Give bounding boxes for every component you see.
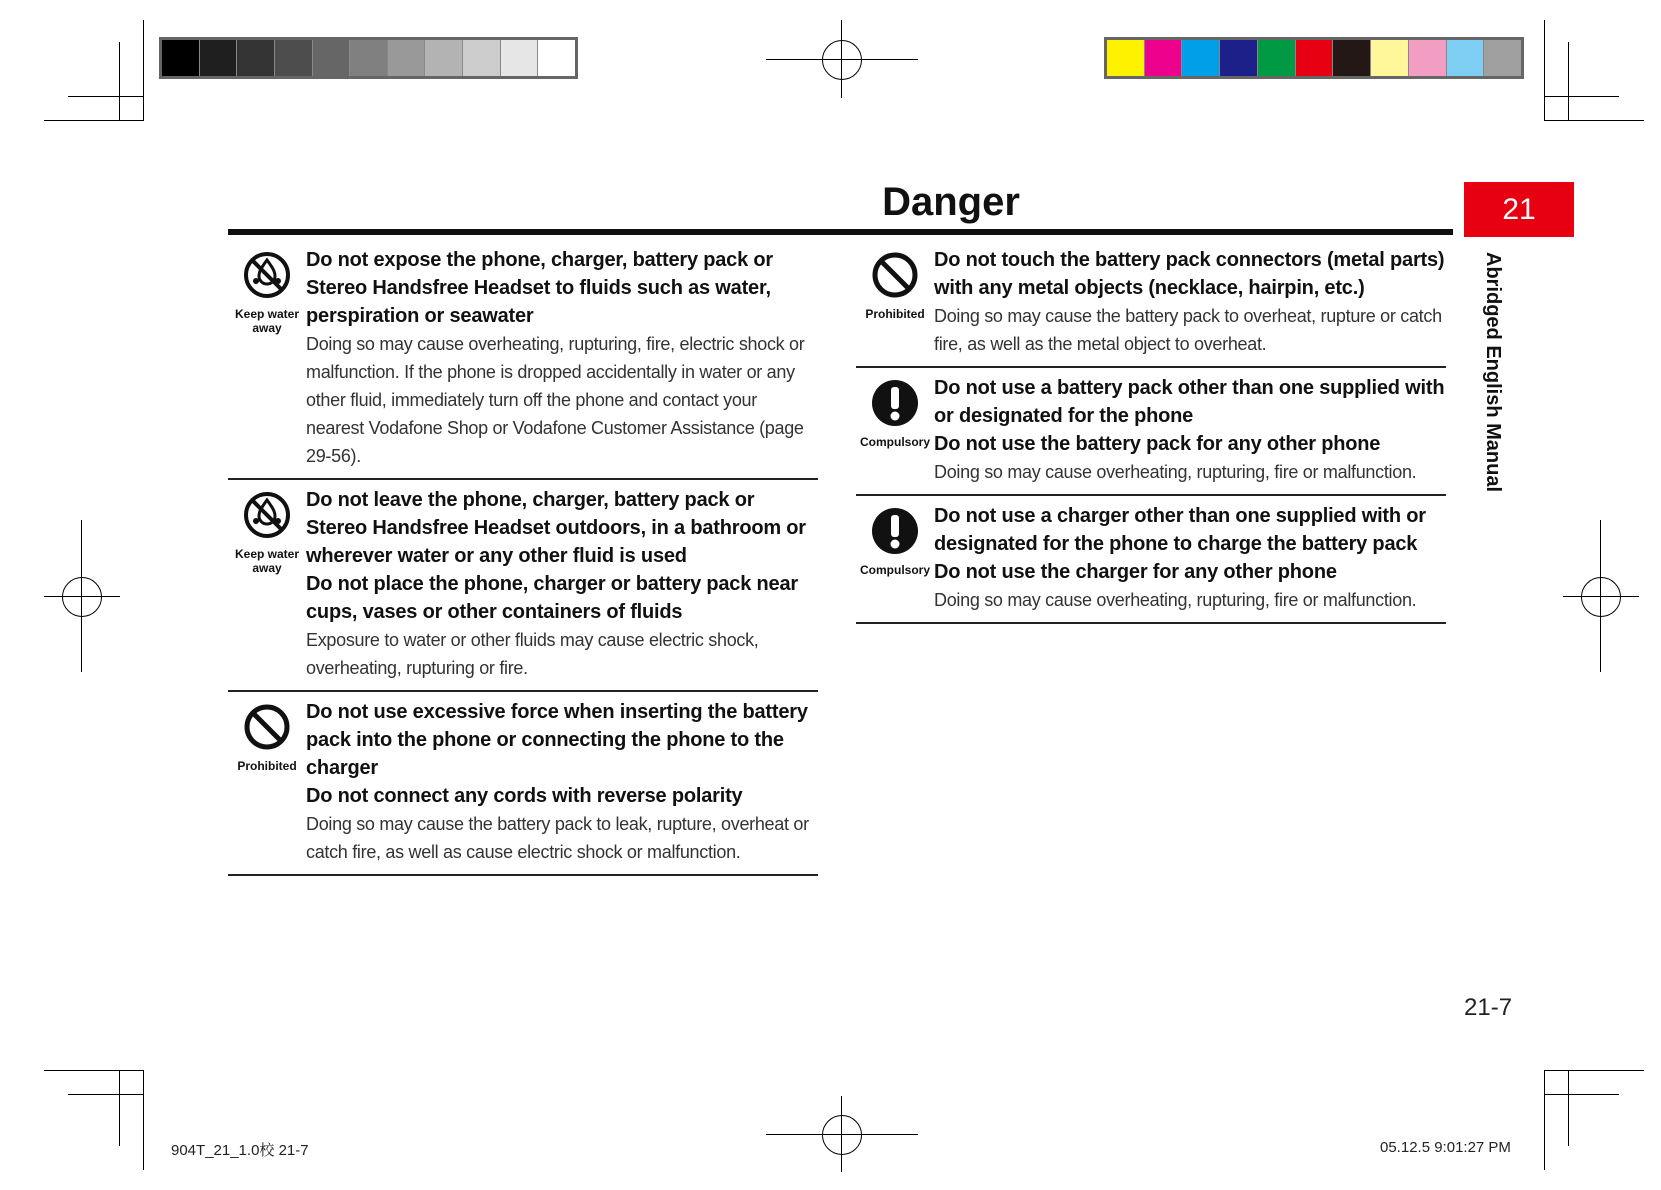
grayscale-swatch (425, 40, 463, 76)
process-color-swatch (1296, 40, 1334, 76)
page-title: Danger (882, 180, 1020, 224)
process-color-swatch (1220, 40, 1258, 76)
prohibited-icon (870, 250, 920, 305)
process-color-swatch (1107, 40, 1145, 76)
keep-water-away-icon (242, 250, 292, 305)
chapter-tab: 21 (1464, 182, 1574, 237)
warning-heading: Do not use a battery pack other than one supplied with or designated for the phone (934, 377, 1445, 427)
icon-label: Prohibited (237, 759, 297, 773)
warning-item (856, 368, 1446, 496)
warning-item (856, 496, 1446, 624)
process-color-swatch (1371, 40, 1409, 76)
icon-label: Compulsory (860, 435, 931, 449)
process-color-swatch (1333, 40, 1371, 76)
grayscale-swatch (350, 40, 388, 76)
grayscale-swatch (237, 40, 275, 76)
grayscale-swatch (463, 40, 501, 76)
prohibited-icon (242, 702, 292, 757)
footer-timestamp: 05.12.5 9:01:27 PM (1380, 1139, 1511, 1156)
process-color-swatch (1145, 40, 1183, 76)
warning-heading: Do not connect any cords with reverse polarity (306, 785, 743, 807)
process-color-swatch (1182, 40, 1220, 76)
warning-heading: Do not use excessive force when inserting the battery pack into the phone or connecting the phone to the charger (306, 701, 808, 779)
process-color-swatch (1258, 40, 1296, 76)
process-color-swatch (1409, 40, 1447, 76)
warning-body: Doing so may cause the battery pack to leak, rupture, overheat or catch fire, as well as cause electric shock or malfunction. (306, 814, 809, 862)
grayscale-color-bar (159, 37, 578, 79)
grayscale-swatch (200, 40, 238, 76)
warning-item (856, 240, 1446, 368)
page-number: 21-7 (1464, 994, 1513, 1021)
warning-heading: Do not leave the phone, charger, battery pack or Stereo Handsfree Headset outdoors, in a bathroom or wherever water or any other fluid is used (306, 489, 806, 567)
warning-heading: Do not touch the battery pack connectors (metal parts) with any metal objects (necklace, hairpin, etc.) (934, 249, 1445, 299)
warning-heading: Do not use a charger other than one supplied with or designated for the phone to charge the battery pack (934, 505, 1426, 555)
right-column (856, 240, 1446, 624)
warning-heading: Do not place the phone, charger or battery pack near cups, vases or other containers of fluids (306, 573, 798, 623)
warning-body: Doing so may cause the battery pack to overheat, rupture or catch fire, as well as the metal object to overheat. (934, 306, 1442, 354)
warning-heading: Do not expose the phone, charger, battery pack or Stereo Handsfree Headset to fluids such as water, perspiration or seawater (306, 249, 773, 327)
warning-item (228, 692, 818, 876)
warning-body: Doing so may cause overheating, rupturing, fire, electric shock or malfunction. If the phone is dropped accidentally in water or any other fluid, immediately turn off the phone and contact your nearest Vodafone Shop or Vodafone Customer Assistance (page 29-56). (306, 334, 805, 466)
left-column (228, 240, 818, 876)
process-color-swatch (1484, 40, 1521, 76)
warning-item (228, 240, 818, 480)
grayscale-swatch (538, 40, 575, 76)
icon-label: Compulsory (860, 563, 931, 577)
warning-body: Doing so may cause overheating, rupturing, fire or malfunction. (934, 462, 1417, 482)
grayscale-swatch (388, 40, 426, 76)
process-color-swatch (1447, 40, 1485, 76)
grayscale-swatch (275, 40, 313, 76)
warning-body: Doing so may cause overheating, rupturing, fire or malfunction. (934, 590, 1417, 610)
grayscale-swatch (501, 40, 539, 76)
compulsory-icon (870, 506, 920, 561)
warning-heading: Do not use the charger for any other phone (934, 561, 1337, 583)
compulsory-icon (870, 378, 920, 433)
icon-label: Keep water away (234, 547, 300, 575)
side-label: Abridged English Manual (1482, 252, 1504, 493)
process-color-bar (1104, 37, 1524, 79)
warning-body: Exposure to water or other fluids may cause electric shock, overheating, rupturing or fire. (306, 630, 759, 678)
icon-label: Keep water away (234, 307, 300, 335)
grayscale-swatch (313, 40, 351, 76)
title-rule (228, 229, 1453, 235)
warning-heading: Do not use the battery pack for any other phone (934, 433, 1381, 455)
keep-water-away-icon (242, 490, 292, 545)
grayscale-swatch (162, 40, 200, 76)
icon-label: Prohibited (865, 307, 925, 321)
footer-file-info: 904T_21_1.0校 21-7 (171, 1142, 309, 1159)
warning-item (228, 480, 818, 692)
